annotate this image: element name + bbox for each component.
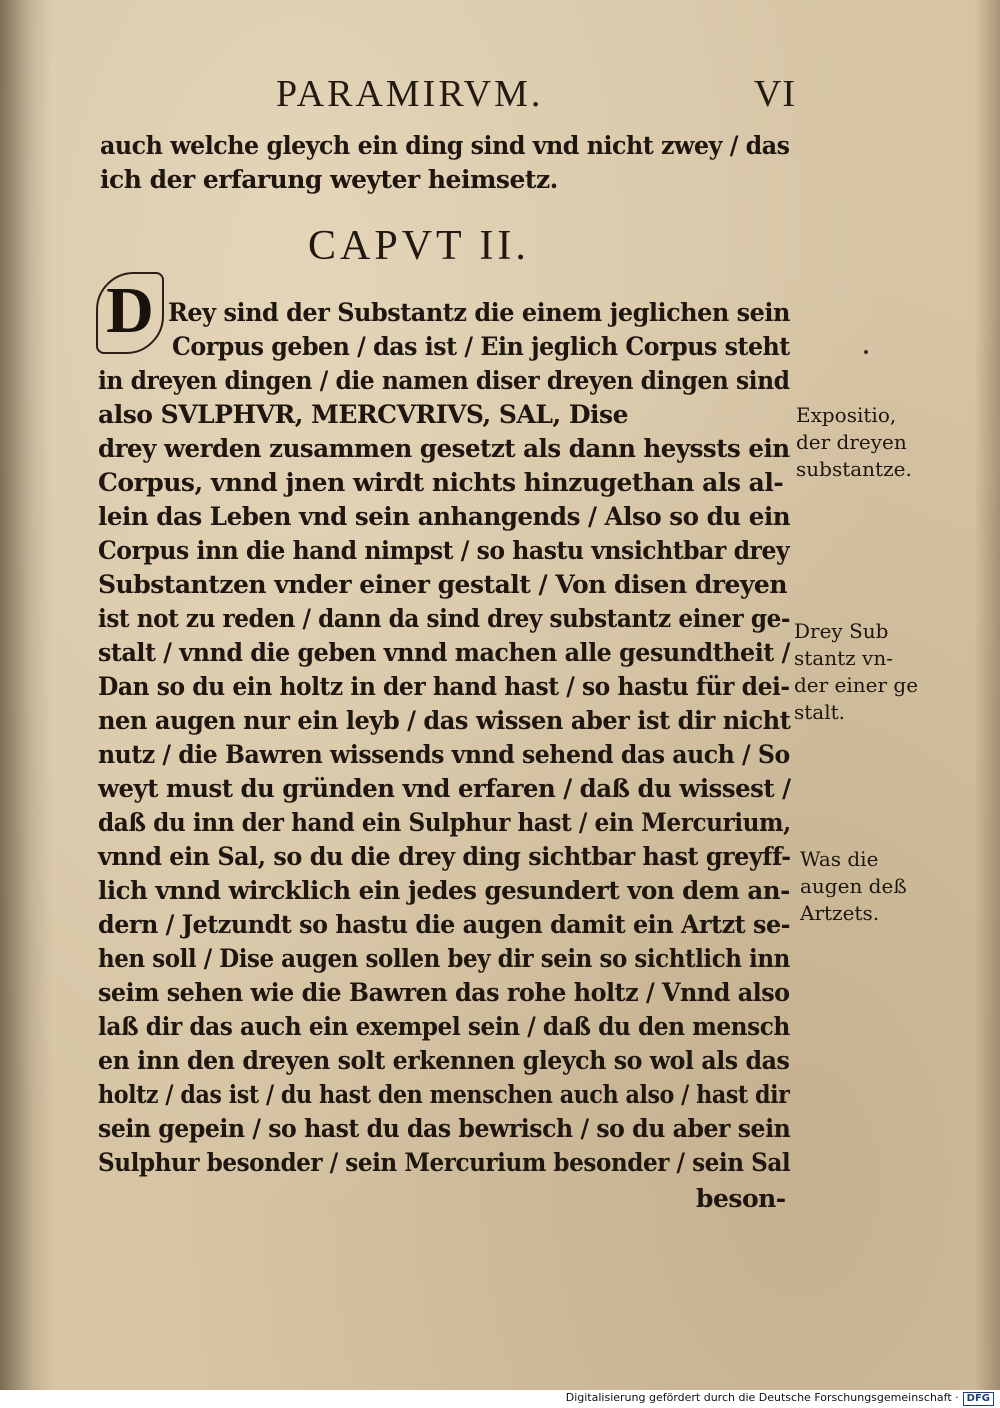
margin-note-line: der einer ge [794, 673, 919, 697]
body-line: nutz / die Bawren wissends vnnd sehend das auch / So [98, 740, 790, 769]
margin-note-line: substantze. [796, 457, 912, 481]
margin-note-line: stalt. [794, 700, 846, 724]
body-line: laß dir das auch ein exempel sein / daß du den mensch [98, 1012, 790, 1041]
body-line: lich vnnd wircklich ein jedes gesundert von dem an- [98, 876, 790, 905]
margin-note-line: Artzets. [800, 901, 880, 925]
body-line: daß du inn der hand ein Sulphur hast / ein Mercurium, [98, 808, 791, 837]
body-line: vnnd ein Sal, so du die drey ding sichtbar hast greyff- [98, 842, 791, 871]
folio-number: VI [753, 73, 796, 115]
digitization-credit [566, 1391, 994, 1407]
body-line: also SVLPHVR, MERCVRIVS, SAL, Dise [98, 400, 629, 429]
catchword: beson- [696, 1184, 786, 1213]
decorated-initial: D [96, 272, 164, 354]
intro-line: ich der erfarung weyter heimsetz. [100, 165, 558, 194]
body-line: stalt / vnnd die geben vnnd machen alle gesundtheit / [98, 638, 790, 667]
margin-note [794, 618, 918, 726]
body-line: lein das Leben vnd sein anhangends / Also so du ein [98, 502, 791, 531]
body-line: Substantzen vnder einer gestalt / Von disen dreyen [98, 570, 788, 599]
margin-note [800, 846, 907, 927]
body-line: nen augen nur ein leyb / das wissen aber ist dir nicht [98, 706, 791, 735]
running-title: PARAMIRVM. [276, 73, 544, 115]
running-head [276, 72, 796, 122]
body-line: seim sehen wie die Bawren das rohe holtz / Vnnd also [98, 978, 790, 1007]
margin-note [796, 402, 912, 483]
body-line: en inn den dreyen solt erkennen gleych so wol als das [98, 1046, 790, 1075]
body-line: Sulphur besonder / sein Mercurium besonder / sein Sal [98, 1148, 791, 1177]
dfg-logo: DFG [963, 1392, 994, 1406]
body-line: Dan so du ein holtz in der hand hast / so hastu für dei- [98, 672, 790, 701]
body-line: Rey sind der Substantz die einem jeglichen sein [168, 298, 790, 327]
body-line: hen soll / Dise augen sollen bey dir sein so sichtlich inn [98, 944, 790, 973]
intro-line: auch welche gleych ein ding sind vnd nicht zwey / das [100, 131, 790, 160]
body-line: ist not zu reden / dann da sind drey substantz einer ge- [98, 604, 791, 633]
body-line: sein gepein / so hast du das bewrisch / so du aber sein [98, 1114, 791, 1143]
body-line: Corpus inn die hand nimpst / so hastu vnsichtbar drey [98, 536, 790, 565]
body-line: weyt must du gründen vnd erfaren / daß du wissest / [98, 774, 791, 803]
body-line: Corpus geben / das ist / Ein jeglich Corpus steht [172, 332, 790, 361]
ink-speck [864, 350, 868, 354]
margin-note-line: Drey Sub [794, 619, 889, 643]
body-line: in dreyen dingen / die namen diser dreyen dingen sind [98, 366, 790, 395]
body-line: drey werden zusammen gesetzt als dann heyssts ein [98, 434, 790, 463]
margin-note-line: Was die [800, 847, 879, 871]
margin-note-line: Expositio, [796, 403, 897, 427]
body-line: holtz / das ist / du hast den menschen auch also / hast dir [98, 1080, 790, 1109]
margin-note-line: stantz vn- [794, 646, 893, 670]
body-line: Corpus, vnnd jnen wirdt nichts hinzugethan als al- [98, 468, 784, 497]
margin-note-line: augen deß [800, 874, 907, 898]
body-line: dern / Jetzundt so hastu die augen damit ein Artzt se- [98, 910, 791, 939]
margin-note-line: der dreyen [796, 430, 907, 454]
chapter-heading: CAPVT II. [308, 223, 530, 269]
credit-text: Digitalisierung gefördert durch die Deutsche Forschungsgemeinschaft · [565, 1391, 959, 1404]
